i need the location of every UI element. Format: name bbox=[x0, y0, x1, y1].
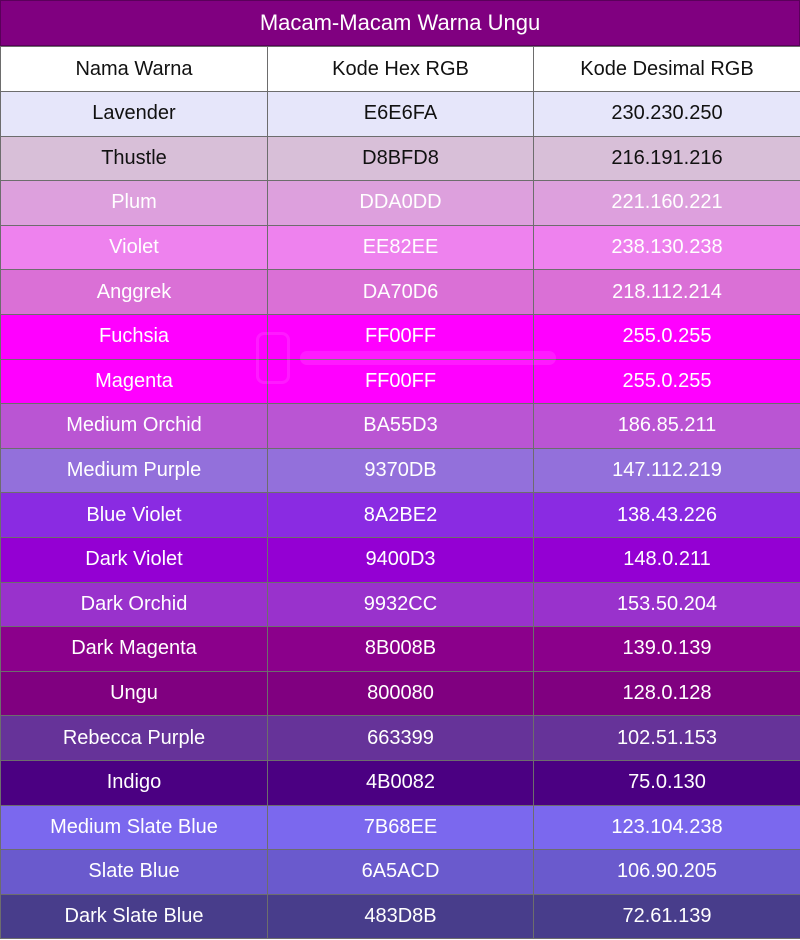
hex-code-cell: 9932CC bbox=[268, 582, 534, 627]
table-row bbox=[1, 537, 800, 582]
decimal-code-cell: 221.160.221 bbox=[534, 181, 800, 226]
table-row bbox=[1, 760, 800, 805]
table-row bbox=[1, 627, 800, 672]
color-name-cell: Dark Magenta bbox=[1, 627, 268, 672]
decimal-code-cell: 147.112.219 bbox=[534, 448, 800, 493]
table-row bbox=[1, 493, 800, 538]
decimal-code-cell: 255.0.255 bbox=[534, 359, 800, 404]
decimal-code-cell: 230.230.250 bbox=[534, 92, 800, 137]
table-row bbox=[1, 671, 800, 716]
table-row bbox=[1, 448, 800, 493]
decimal-code-cell: 218.112.214 bbox=[534, 270, 800, 315]
color-name-cell: Magenta bbox=[1, 359, 268, 404]
table-row bbox=[1, 404, 800, 449]
hex-code-cell: 663399 bbox=[268, 716, 534, 761]
color-name-cell: Medium Orchid bbox=[1, 404, 268, 449]
decimal-code-cell: 148.0.211 bbox=[534, 537, 800, 582]
hex-code-cell: FF00FF bbox=[268, 314, 534, 359]
table-row bbox=[1, 716, 800, 761]
hex-code-cell: 4B0082 bbox=[268, 760, 534, 805]
table-row bbox=[1, 181, 800, 226]
color-name-cell: Blue Violet bbox=[1, 493, 268, 538]
color-name-cell: Slate Blue bbox=[1, 850, 268, 895]
decimal-code-cell: 186.85.211 bbox=[534, 404, 800, 449]
color-name-cell: Fuchsia bbox=[1, 314, 268, 359]
decimal-code-cell: 106.90.205 bbox=[534, 850, 800, 895]
decimal-code-cell: 153.50.204 bbox=[534, 582, 800, 627]
color-name-cell: Plum bbox=[1, 181, 268, 226]
table-row bbox=[1, 850, 800, 895]
decimal-code-cell: 238.130.238 bbox=[534, 225, 800, 270]
table-row bbox=[1, 225, 800, 270]
color-name-cell: Dark Slate Blue bbox=[1, 894, 268, 939]
decimal-code-cell: 139.0.139 bbox=[534, 627, 800, 672]
header-color-name: Nama Warna bbox=[1, 47, 268, 92]
table-row bbox=[1, 136, 800, 181]
header-decimal-code: Kode Desimal RGB bbox=[534, 47, 800, 92]
color-name-cell: Medium Slate Blue bbox=[1, 805, 268, 850]
header-hex-code: Kode Hex RGB bbox=[268, 47, 534, 92]
color-name-cell: Medium Purple bbox=[1, 448, 268, 493]
color-name-cell: Dark Orchid bbox=[1, 582, 268, 627]
hex-code-cell: FF00FF bbox=[268, 359, 534, 404]
hex-code-cell: EE82EE bbox=[268, 225, 534, 270]
hex-code-cell: 6A5ACD bbox=[268, 850, 534, 895]
table-row bbox=[1, 582, 800, 627]
color-name-cell: Ungu bbox=[1, 671, 268, 716]
table-row bbox=[1, 359, 800, 404]
hex-code-cell: 8A2BE2 bbox=[268, 493, 534, 538]
table-row bbox=[1, 270, 800, 315]
purple-colors-table bbox=[0, 46, 800, 939]
color-name-cell: Lavender bbox=[1, 92, 268, 137]
decimal-code-cell: 72.61.139 bbox=[534, 894, 800, 939]
decimal-code-cell: 123.104.238 bbox=[534, 805, 800, 850]
table-body bbox=[1, 92, 800, 939]
hex-code-cell: 800080 bbox=[268, 671, 534, 716]
hex-code-cell: DDA0DD bbox=[268, 181, 534, 226]
hex-code-cell: 9400D3 bbox=[268, 537, 534, 582]
decimal-code-cell: 128.0.128 bbox=[534, 671, 800, 716]
decimal-code-cell: 138.43.226 bbox=[534, 493, 800, 538]
table-row bbox=[1, 805, 800, 850]
hex-code-cell: DA70D6 bbox=[268, 270, 534, 315]
table-row bbox=[1, 92, 800, 137]
hex-code-cell: 9370DB bbox=[268, 448, 534, 493]
color-name-cell: Anggrek bbox=[1, 270, 268, 315]
hex-code-cell: E6E6FA bbox=[268, 92, 534, 137]
decimal-code-cell: 75.0.130 bbox=[534, 760, 800, 805]
decimal-code-cell: 255.0.255 bbox=[534, 314, 800, 359]
color-name-cell: Thustle bbox=[1, 136, 268, 181]
hex-code-cell: 483D8B bbox=[268, 894, 534, 939]
color-name-cell: Violet bbox=[1, 225, 268, 270]
hex-code-cell: D8BFD8 bbox=[268, 136, 534, 181]
table-row bbox=[1, 314, 800, 359]
color-name-cell: Rebecca Purple bbox=[1, 716, 268, 761]
hex-code-cell: BA55D3 bbox=[268, 404, 534, 449]
table-title: Macam-Macam Warna Ungu bbox=[0, 0, 800, 46]
hex-code-cell: 8B008B bbox=[268, 627, 534, 672]
color-name-cell: Dark Violet bbox=[1, 537, 268, 582]
hex-code-cell: 7B68EE bbox=[268, 805, 534, 850]
decimal-code-cell: 216.191.216 bbox=[534, 136, 800, 181]
header-row bbox=[1, 47, 800, 92]
decimal-code-cell: 102.51.153 bbox=[534, 716, 800, 761]
color-name-cell: Indigo bbox=[1, 760, 268, 805]
table-row bbox=[1, 894, 800, 939]
